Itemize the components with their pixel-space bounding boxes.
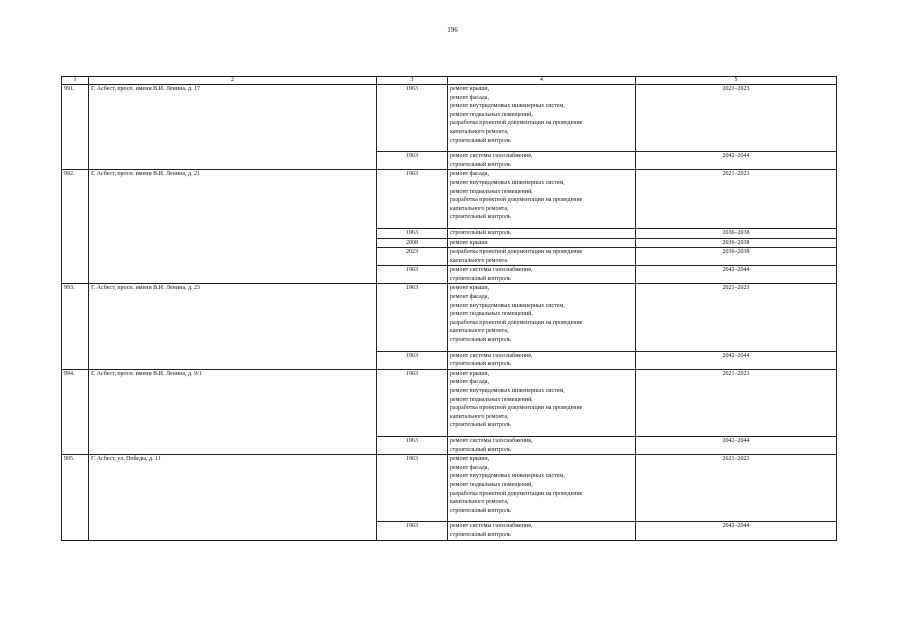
row-number: 992. [62, 170, 89, 284]
table-row [62, 284, 837, 351]
year-cell: 1963 [377, 228, 448, 238]
work-item: строительный контроль [450, 214, 511, 221]
capital-repair-table [61, 76, 837, 541]
work-item: ремонт крыши, [450, 86, 490, 92]
work-item: капитального ремонта, [450, 128, 509, 135]
period-cell: 2021–2023 [636, 455, 837, 522]
year-cell: 1963 [377, 152, 448, 170]
work-item: ремонт подвальных помещений, [450, 188, 533, 195]
work-item: ремонт подвальных помещений, [450, 111, 533, 118]
row-number: 993. [62, 284, 89, 369]
period-cell: 2036–2038 [636, 248, 837, 266]
work-item: ремонт подвальных помещений, [450, 481, 533, 488]
work-item: ремонт крыши [450, 239, 488, 246]
works-cell [448, 170, 636, 229]
work-item: ремонт подвальных помещений, [450, 396, 533, 403]
work-item: строительный контроль [450, 337, 511, 344]
work-item: ремонт фасада, [450, 294, 489, 301]
works-cell [448, 238, 636, 248]
header-col-3: 3 [377, 77, 448, 85]
period-cell: 2042–2044 [636, 351, 837, 369]
works-cell [448, 455, 636, 522]
works-cell [448, 284, 636, 351]
work-item: ремонт фасада, [450, 464, 489, 471]
work-item: капитального ремонта, [450, 413, 509, 420]
work-item: ремонт системы газоснабжения, [450, 523, 533, 530]
work-item: капитального ремонта, [450, 328, 509, 335]
works-cell [448, 522, 636, 540]
year-cell: 1963 [377, 369, 448, 436]
work-item: строительный контроль [450, 422, 511, 429]
address-cell: Г. Асбест, просп. имени В.И. Ленина, д. 17 [89, 85, 377, 170]
row-number: 994. [62, 369, 89, 454]
address-cell: Г. Асбест, просп. имени В.И. Ленина, д. 9/1 [89, 369, 377, 454]
work-item: разработка проектной документации на проведение [450, 490, 583, 497]
year-cell: 1963 [377, 436, 448, 454]
table-row [62, 85, 837, 152]
work-item: ремонт внутридомовых инженерных систем, [450, 388, 565, 394]
year-cell: 1963 [377, 170, 448, 229]
period-cell: 2021–2023 [636, 284, 837, 351]
year-cell: 1963 [377, 85, 448, 152]
year-cell: 2008 [377, 238, 448, 248]
table-row [62, 170, 837, 229]
period-cell: 2042–2044 [636, 152, 837, 170]
work-item: строительный контроль [450, 161, 511, 168]
work-item: ремонт системы газоснабжения, [450, 352, 533, 359]
work-item: ремонт внутридомовых инженерных систем, [450, 179, 565, 186]
period-cell: 2042–2044 [636, 266, 837, 284]
work-item: строительный контроль [450, 361, 511, 368]
work-item: строительный контроль [450, 531, 511, 538]
year-cell: 1963 [377, 455, 448, 522]
work-item: строительный контроль [450, 446, 511, 453]
year-cell: 2023 [377, 248, 448, 266]
work-item: ремонт внутридомовых инженерных систем, [450, 103, 565, 110]
work-item: ремонт крыши, [450, 456, 490, 463]
work-item: строительный контроль [450, 507, 511, 514]
work-item: строительный контроль [450, 275, 511, 282]
table-header-row [62, 77, 837, 85]
header-col-1: 1 [62, 77, 89, 85]
year-cell: 1963 [377, 284, 448, 351]
header-col-2: 2 [89, 77, 377, 85]
year-cell: 1963 [377, 351, 448, 369]
work-item: разработка проектной документации на проведение [450, 319, 583, 326]
works-cell [448, 228, 636, 238]
table-row [62, 455, 837, 522]
work-item: ремонт крыши, [450, 285, 490, 292]
work-item: разработка проектной документации на проведение [450, 405, 583, 412]
work-item: ремонт системы газоснабжения, [450, 153, 533, 160]
work-item: разработка проектной документации на проведение [450, 120, 583, 127]
header-col-5: 5 [636, 77, 837, 85]
works-cell [448, 248, 636, 266]
address-cell: Г. Асбест, просп. имени В.И. Ленина, д. 21 [89, 170, 377, 284]
work-item: ремонт фасада, [450, 94, 489, 101]
period-cell: 2036–2038 [636, 238, 837, 248]
work-item: ремонт фасада, [450, 379, 489, 386]
table-body [62, 77, 837, 541]
header-col-4: 4 [448, 77, 636, 85]
works-cell [448, 369, 636, 436]
address-cell: Г. Асбест, просп. имени В.И. Ленина, д. 23 [89, 284, 377, 369]
address-cell: Г. Асбест, ул. Победы, д. 11 [89, 455, 377, 540]
work-item: строительный контроль [450, 229, 511, 236]
year-cell: 1963 [377, 522, 448, 540]
works-cell [448, 351, 636, 369]
period-cell: 2036–2038 [636, 228, 837, 238]
works-cell [448, 266, 636, 284]
work-item: ремонт фасада, [450, 171, 489, 178]
work-item: капитального ремонта, [450, 499, 509, 506]
works-cell [448, 85, 636, 152]
work-item: ремонт системы газоснабжения, [450, 437, 533, 444]
works-cell [448, 436, 636, 454]
period-cell: 2042–2044 [636, 522, 837, 540]
period-cell: 2021–2023 [636, 170, 837, 229]
work-item: разработка проектной документации на проведение [450, 197, 583, 204]
work-item: разработка проектной документации на проведение [450, 249, 583, 256]
period-cell: 2021–2023 [636, 85, 837, 152]
work-item: ремонт системы газоснабжения, [450, 267, 533, 274]
works-cell [448, 152, 636, 170]
period-cell: 2021–2023 [636, 369, 837, 436]
row-number: 995. [62, 455, 89, 540]
work-item: ремонт подвальных помещений, [450, 311, 533, 318]
work-item: ремонт внутридомовых инженерных систем, [450, 302, 565, 309]
row-number: 991. [62, 85, 89, 170]
page-number: 196 [447, 26, 458, 34]
work-item: ремонт внутридомовых инженерных систем, [450, 473, 565, 480]
work-item: капитального ремонта, [450, 205, 509, 212]
work-item: капитального ремонта [450, 257, 508, 264]
work-item: строительный контроль [450, 137, 511, 144]
year-cell: 1963 [377, 266, 448, 284]
period-cell: 2042–2044 [636, 436, 837, 454]
work-item: ремонт крыши, [450, 370, 490, 377]
table-row [62, 369, 837, 436]
